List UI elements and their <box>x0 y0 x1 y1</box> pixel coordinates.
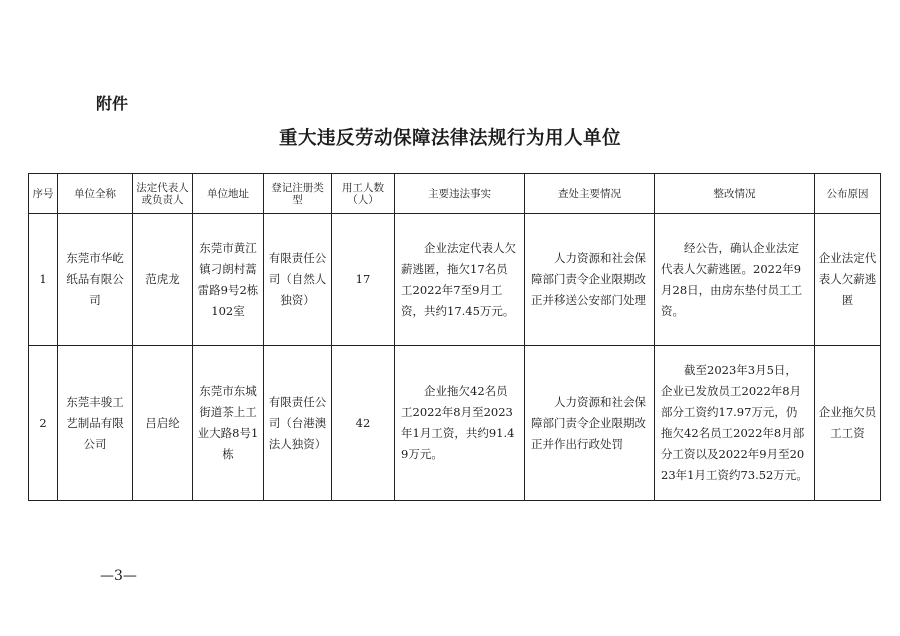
col-header-rectification: 整改情况 <box>655 174 815 214</box>
cell-violation: 企业法定代表人欠薪逃匿，拖欠17名员工2022年7至9月工资，共约17.45万元。 <box>395 214 525 346</box>
cell-address: 东莞市黄江镇刁朗村蒿雷路9号2栋102室 <box>193 214 264 346</box>
cell-index: 1 <box>29 214 58 346</box>
cell-representative: 吕启纶 <box>133 346 193 501</box>
col-header-address: 单位地址 <box>193 174 264 214</box>
col-header-workers: 用工人数（人） <box>332 174 395 214</box>
cell-representative: 范虎龙 <box>133 214 193 346</box>
col-header-violation: 主要违法事实 <box>395 174 525 214</box>
page-number: —3— <box>100 568 137 584</box>
attachment-label: 附件 <box>96 94 129 113</box>
col-header-handling: 查处主要情况 <box>525 174 655 214</box>
col-header-name: 单位全称 <box>58 174 133 214</box>
col-header-type: 登记注册类型 <box>264 174 332 214</box>
col-header-index: 序号 <box>29 174 58 214</box>
col-header-reason: 公布原因 <box>815 174 881 214</box>
cell-workers: 42 <box>332 346 395 501</box>
cell-reason: 企业拖欠员工工资 <box>815 346 881 501</box>
cell-type: 有限责任公司（自然人独资） <box>264 214 332 346</box>
document-title: 重大违反劳动保障法律法规行为用人单位 <box>278 128 621 149</box>
cell-index: 2 <box>29 346 58 501</box>
cell-handling: 人力资源和社会保障部门责令企业限期改正并移送公安部门处理 <box>525 214 655 346</box>
cell-workers: 17 <box>332 214 395 346</box>
cell-address: 东莞市东城街道茶上工业大路8号1栋 <box>193 346 264 501</box>
cell-rectification: 截至2023年3月5日，企业已发放员工2022年8月部分工资约17.97万元，仍拖欠42名员工2022年8月部分工资以及2022年9月至2023年1月工资约73.52万元。 <box>655 346 815 501</box>
cell-name: 东莞丰骏工艺制品有限公司 <box>58 346 133 501</box>
cell-rectification: 经公告，确认企业法定代表人欠薪逃匿。2022年9月28日，由房东垫付员工工资。 <box>655 214 815 346</box>
col-header-representative: 法定代表人或负责人 <box>133 174 193 214</box>
cell-violation: 企业拖欠42名员工2022年8月至2023年1月工资，共约91.49万元。 <box>395 346 525 501</box>
cell-reason: 企业法定代表人欠薪逃匿 <box>815 214 881 346</box>
cell-type: 有限责任公司（台港澳法人独资） <box>264 346 332 501</box>
cell-name: 东莞市华屹纸品有限公司 <box>58 214 133 346</box>
table-row <box>29 214 881 346</box>
table-header-row <box>29 174 881 214</box>
cell-handling: 人力资源和社会保障部门责令企业限期改正并作出行政处罚 <box>525 346 655 501</box>
violator-table <box>28 173 881 501</box>
table-row <box>29 346 881 501</box>
